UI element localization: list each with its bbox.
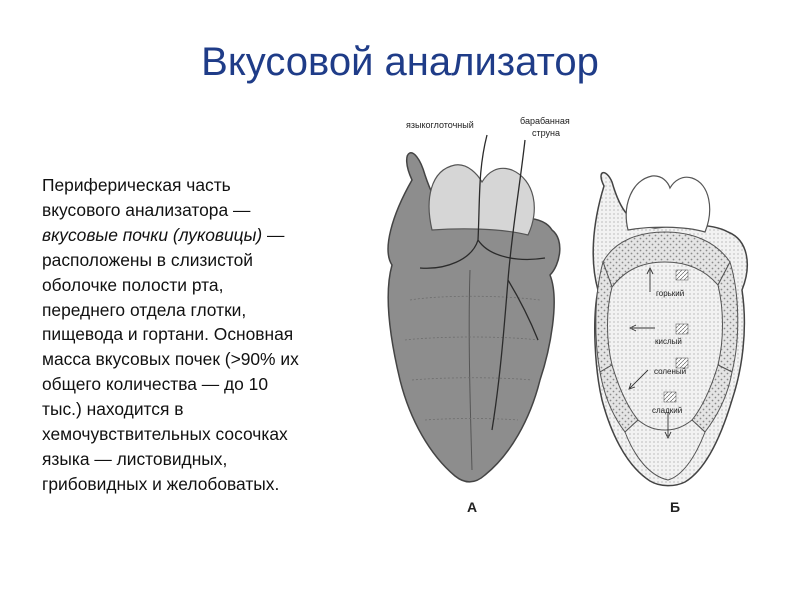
text-line: масса вкусовых почек (>90% их — [42, 349, 299, 370]
label-bitter: горький — [656, 289, 685, 298]
panel-label-a: А — [467, 499, 478, 515]
epiglottis-b — [626, 176, 709, 232]
text-line: переднего отдела глотки, — [42, 299, 247, 320]
text-line: оболочке полости рта, — [42, 274, 224, 295]
text-line: Периферическая часть — [42, 175, 231, 195]
sour-swatch — [676, 324, 688, 334]
tongue-b-drawing — [593, 173, 747, 515]
slide-title: Вкусовой анализатор — [201, 40, 599, 84]
bitter-swatch — [676, 270, 688, 280]
text-line: тыс.) находится в — [42, 399, 184, 420]
text-line: пищевода и гортани. Основная — [42, 324, 294, 345]
text-line: расположены в слизистой — [42, 249, 253, 270]
text-line: общего количества — до 10 — [42, 374, 268, 395]
label-salty: соленый — [654, 367, 687, 376]
label-chorda-line1: барабанная — [520, 116, 570, 126]
sweet-swatch — [664, 392, 676, 402]
tongue-a-drawing — [388, 116, 570, 515]
text-line: хемочувствительных сосочках — [42, 424, 288, 445]
text-line: вкусового анализатора — — [42, 199, 251, 220]
label-chorda-line2: струна — [532, 128, 561, 138]
panel-label-b: Б — [670, 499, 681, 515]
text-line-rest: — — [262, 224, 285, 245]
text-italic-term: вкусовые почки (луковицы) — [42, 224, 263, 245]
label-glossopharyngeal: языкоглоточный — [406, 120, 474, 130]
text-line: языка — листовидных, — [42, 448, 228, 469]
epiglottis-a — [429, 165, 534, 235]
label-sweet: сладкий — [652, 406, 683, 415]
text-line: грибовидных и желобоватых. — [42, 473, 280, 494]
label-sour: кислый — [655, 337, 682, 346]
